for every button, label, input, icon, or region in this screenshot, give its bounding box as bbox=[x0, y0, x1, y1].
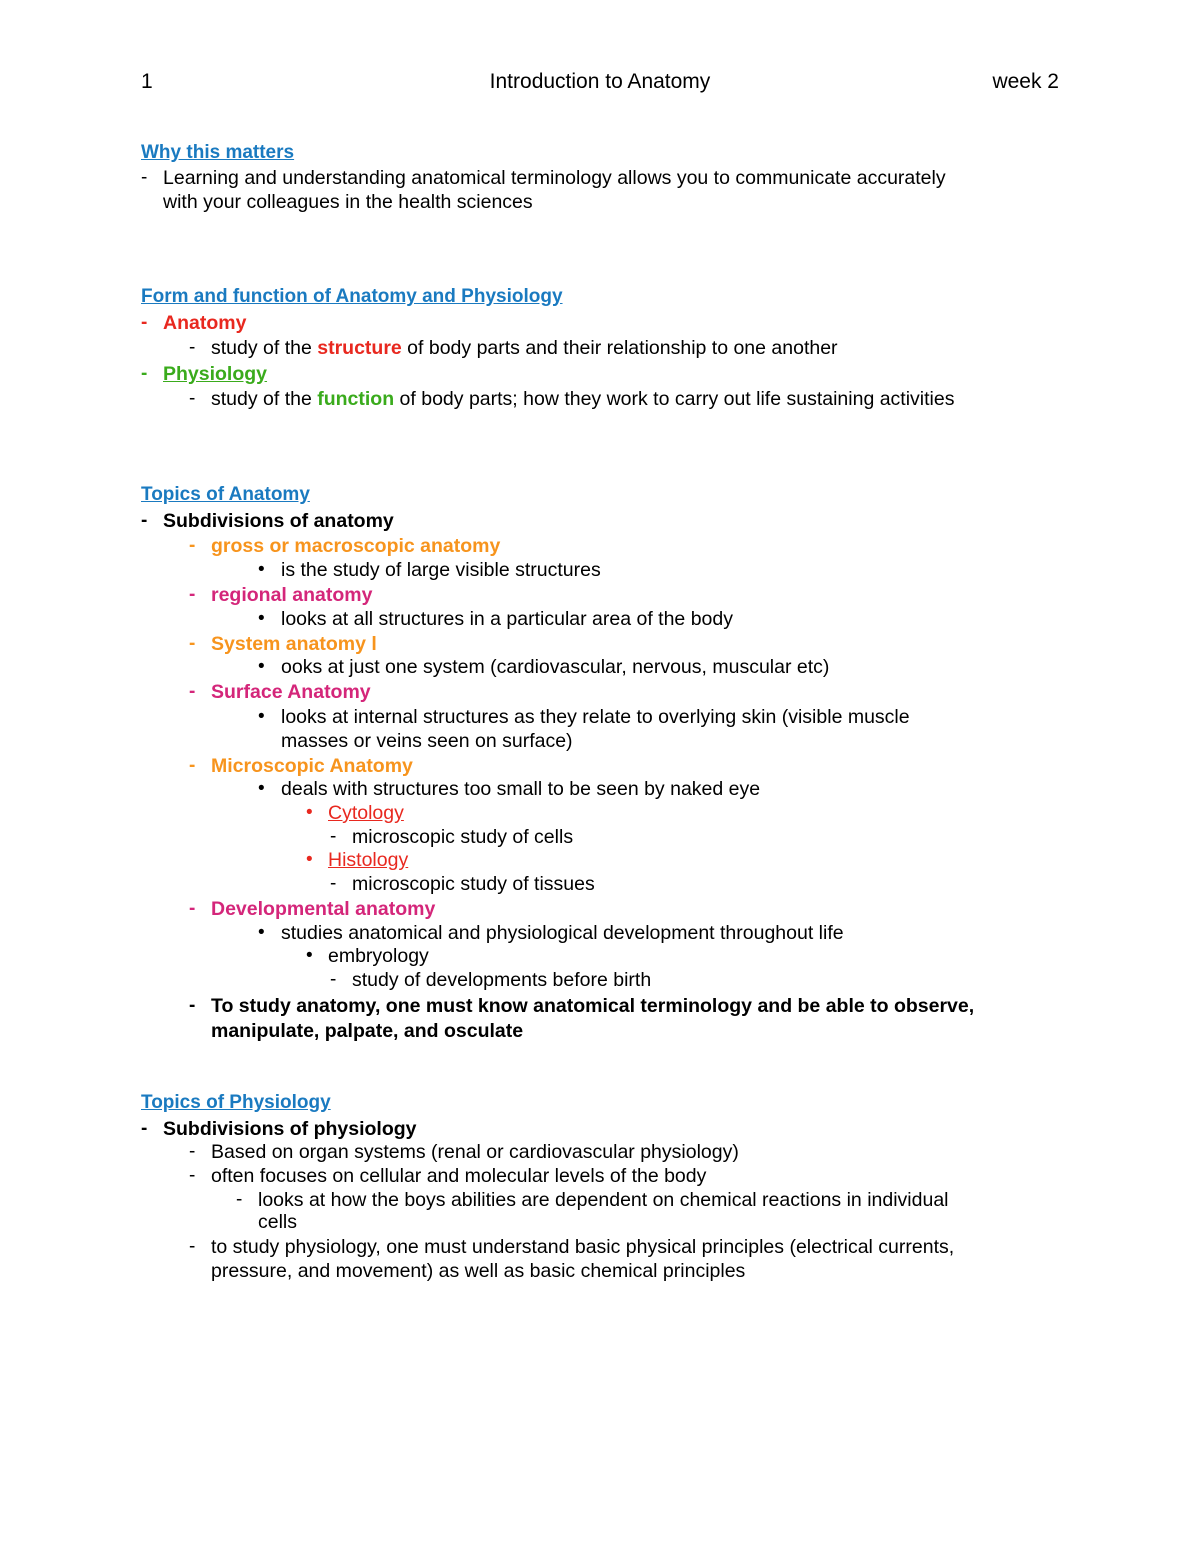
surface-anatomy-desc-2: masses or veins seen on surface) bbox=[281, 730, 573, 752]
dash-bullet: - bbox=[189, 535, 196, 556]
dot-bullet: • bbox=[258, 656, 265, 677]
principles-line-2: pressure, and movement) as well as basic chemical principles bbox=[211, 1260, 746, 1282]
physiology-def-post: of body parts; how they work to carry out life sustaining activities bbox=[394, 388, 955, 410]
cytology-desc: microscopic study of cells bbox=[352, 826, 574, 848]
dash-bullet: - bbox=[236, 1189, 243, 1210]
dash-bullet: - bbox=[189, 584, 196, 605]
microscopic-anatomy-desc: deals with structures too small to be seen by naked eye bbox=[281, 778, 761, 800]
histology-label: Histology bbox=[328, 849, 409, 871]
page-number: 1 bbox=[141, 70, 153, 93]
chemical-reactions-line-1: looks at how the boys abilities are dependent on chemical reactions in individual bbox=[258, 1189, 949, 1211]
subdivisions-physiology: Subdivisions of physiology bbox=[163, 1118, 417, 1140]
developmental-anatomy-desc: studies anatomical and physiological development throughout life bbox=[281, 922, 844, 944]
physiology-keyword: function bbox=[317, 388, 395, 410]
system-anatomy-desc: ooks at just one system (cardiovascular, nervous, muscular etc) bbox=[281, 656, 830, 678]
physiology-label: Physiology bbox=[163, 363, 268, 385]
cytology-label: Cytology bbox=[328, 802, 404, 824]
dash-bullet: - bbox=[189, 995, 196, 1016]
dash-bullet: - bbox=[141, 312, 148, 333]
dot-bullet: • bbox=[306, 945, 313, 966]
dot-bullet: • bbox=[306, 802, 313, 823]
dash-bullet: - bbox=[189, 681, 196, 702]
dash-bullet: - bbox=[189, 1236, 196, 1257]
dash-bullet: - bbox=[189, 388, 196, 409]
heading-topics-anatomy: Topics of Anatomy bbox=[141, 484, 310, 505]
surface-anatomy-label: Surface Anatomy bbox=[211, 681, 371, 703]
histology-desc: microscopic study of tissues bbox=[352, 873, 595, 895]
gross-anatomy-label: gross or macroscopic anatomy bbox=[211, 535, 501, 557]
anatomy-def-post: of body parts and their relationship to one another bbox=[401, 337, 838, 359]
embryology-desc: study of developments before birth bbox=[352, 969, 652, 991]
organ-systems-text: Based on organ systems (renal or cardiovascular physiology) bbox=[211, 1141, 739, 1163]
dash-bullet: - bbox=[189, 755, 196, 776]
dash-bullet: - bbox=[141, 167, 148, 188]
dash-bullet: - bbox=[330, 873, 337, 894]
heading-why-this-matters: Why this matters bbox=[141, 142, 295, 163]
dot-bullet: • bbox=[258, 922, 265, 943]
anatomy-definition bbox=[211, 336, 838, 360]
week-label: week 2 bbox=[992, 70, 1059, 93]
anatomy-def-pre: study of the bbox=[211, 337, 318, 359]
document-title: Introduction to Anatomy bbox=[489, 70, 711, 93]
principles-line-1: to study physiology, one must understand basic physical principles (electrical currents, bbox=[211, 1236, 955, 1258]
why-text-line-2: with your colleagues in the health sciences bbox=[163, 191, 533, 213]
microscopic-anatomy-label: Microscopic Anatomy bbox=[211, 755, 413, 777]
dash-bullet: - bbox=[189, 1165, 196, 1186]
developmental-anatomy-label: Developmental anatomy bbox=[211, 898, 436, 920]
why-text-line-1: Learning and understanding anatomical terminology allows you to communicate accurately bbox=[163, 167, 946, 189]
heading-topics-physiology: Topics of Physiology bbox=[141, 1092, 331, 1113]
subdivisions-anatomy: Subdivisions of anatomy bbox=[163, 510, 394, 532]
dot-bullet: • bbox=[258, 608, 265, 629]
study-anatomy-line-2: manipulate, palpate, and osculate bbox=[211, 1020, 524, 1042]
physiology-definition bbox=[211, 387, 954, 411]
dash-bullet: - bbox=[189, 1141, 196, 1162]
page-header bbox=[0, 70, 1200, 100]
cellular-levels-text: often focuses on cellular and molecular levels of the body bbox=[211, 1165, 707, 1187]
dash-bullet: - bbox=[141, 510, 148, 531]
gross-anatomy-desc: is the study of large visible structures bbox=[281, 559, 601, 581]
embryology-label: embryology bbox=[328, 945, 429, 967]
surface-anatomy-desc-1: looks at internal structures as they relate to overlying skin (visible muscle bbox=[281, 706, 910, 728]
dash-bullet: - bbox=[189, 633, 196, 654]
dot-bullet: • bbox=[258, 559, 265, 580]
dash-bullet: - bbox=[330, 969, 337, 990]
anatomy-label: Anatomy bbox=[163, 312, 247, 334]
physiology-def-pre: study of the bbox=[211, 388, 318, 410]
dot-bullet: • bbox=[258, 778, 265, 799]
chemical-reactions-line-2: cells bbox=[258, 1211, 298, 1233]
system-anatomy-label: System anatomy l bbox=[211, 633, 377, 655]
dash-bullet: - bbox=[189, 898, 196, 919]
heading-form-function: Form and function of Anatomy and Physiology bbox=[141, 286, 563, 307]
dot-bullet: • bbox=[306, 849, 313, 870]
anatomy-keyword: structure bbox=[317, 337, 402, 359]
regional-anatomy-label: regional anatomy bbox=[211, 584, 373, 606]
dot-bullet: • bbox=[258, 706, 265, 727]
dash-bullet: - bbox=[141, 363, 148, 384]
dash-bullet: - bbox=[330, 826, 337, 847]
dash-bullet: - bbox=[141, 1118, 148, 1139]
regional-anatomy-desc: looks at all structures in a particular area of the body bbox=[281, 608, 733, 630]
dash-bullet: - bbox=[189, 337, 196, 358]
study-anatomy-line-1: To study anatomy, one must know anatomical terminology and be able to observe, bbox=[211, 995, 975, 1017]
